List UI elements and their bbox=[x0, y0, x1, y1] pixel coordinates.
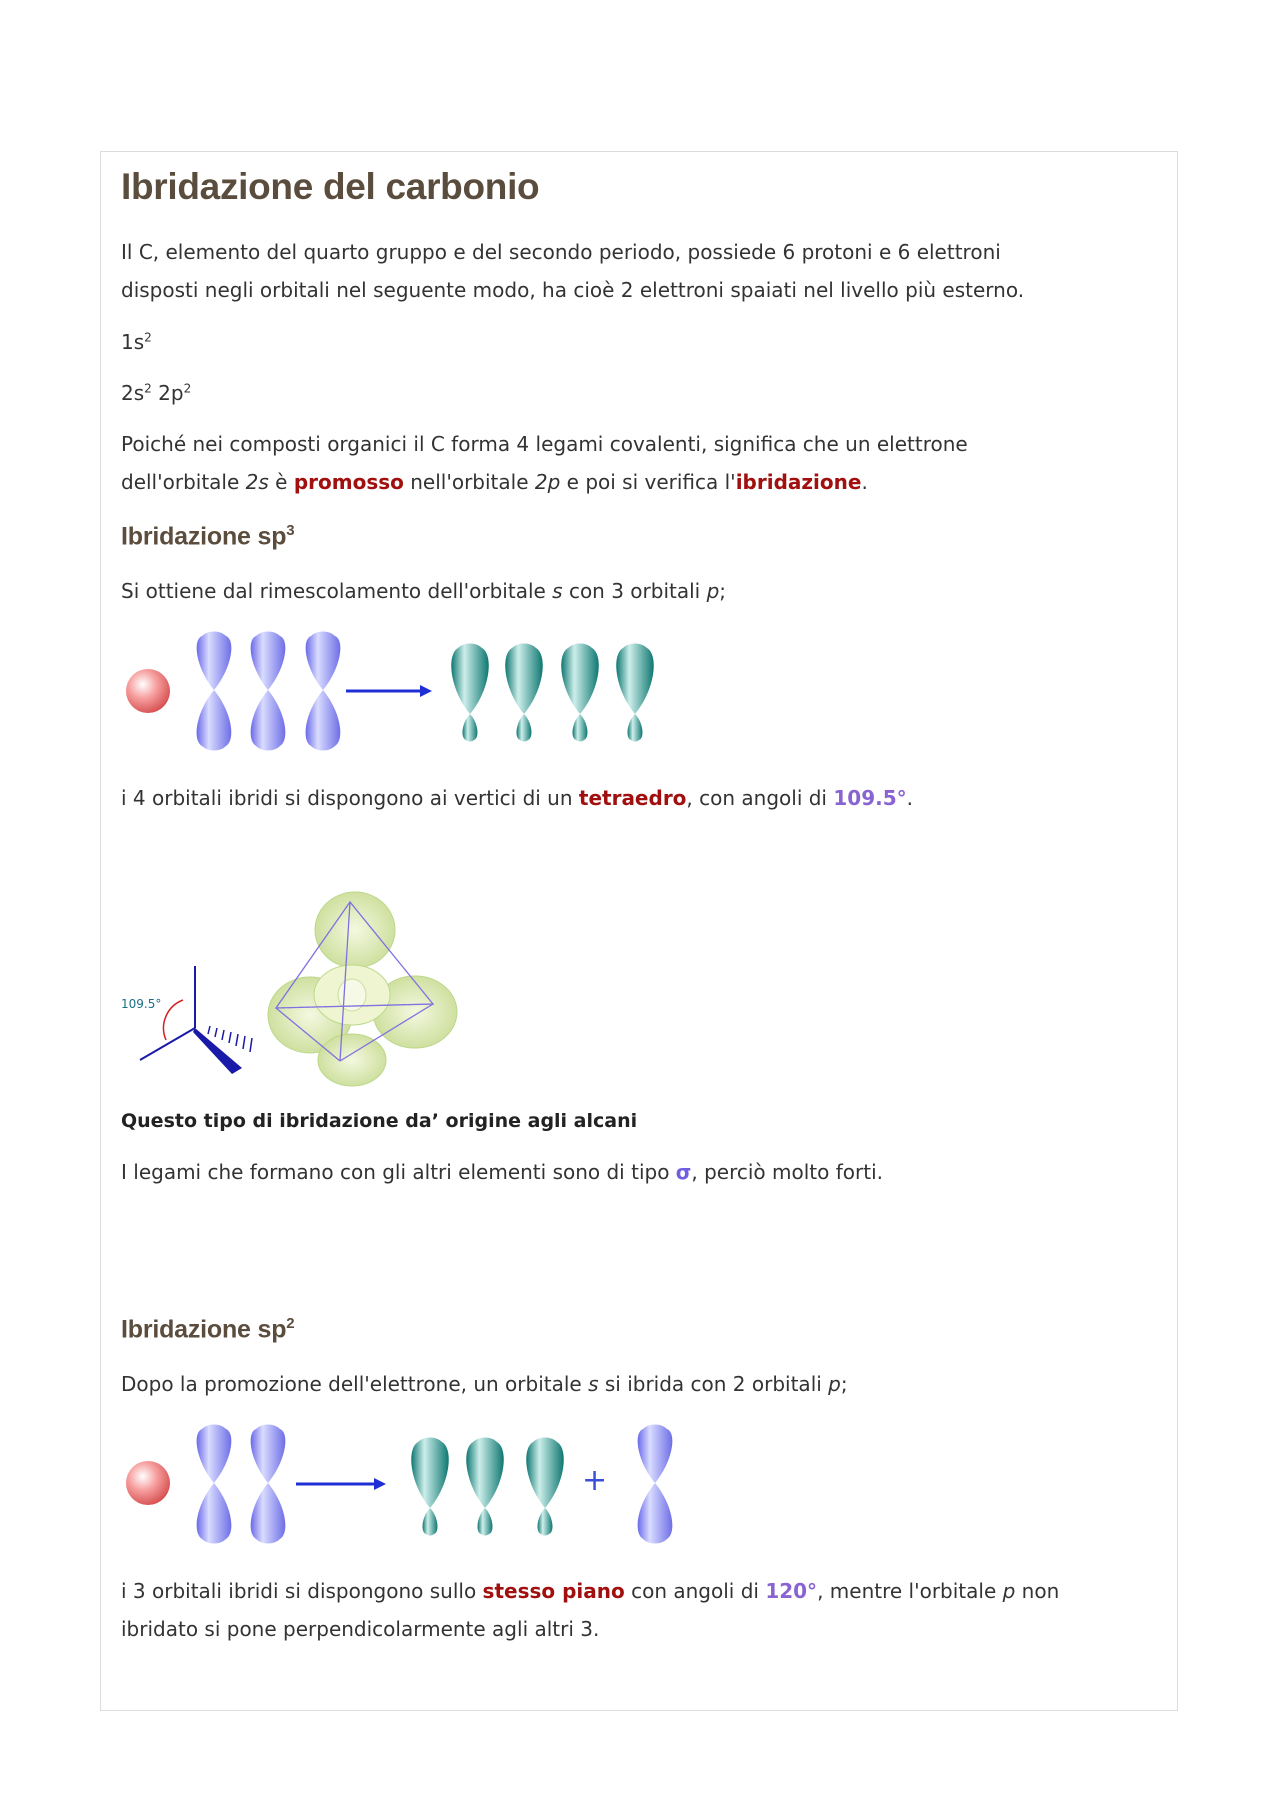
sigma-bond-text: I legami che formano con gli altri elementi sono di tipo σ, perciò molto forti. bbox=[121, 1160, 883, 1184]
angle-120: 120° bbox=[765, 1579, 818, 1603]
p-orbital-icon bbox=[306, 632, 341, 751]
p-orbital-icon bbox=[251, 1425, 286, 1544]
sp3-geometry: i 4 orbitali ibridi si dispongono ai vertici di un tetraedro, con angoli di 109.5°. bbox=[121, 786, 913, 810]
sp2-description: Dopo la promozione dell'elettrone, un orbitale s si ibrida con 2 orbitali p; bbox=[121, 1372, 848, 1396]
arrow-icon bbox=[346, 685, 432, 697]
s-orbital-icon bbox=[126, 1461, 170, 1505]
hybrid-orbital-icon bbox=[466, 1438, 504, 1536]
p-orbital-icon bbox=[251, 632, 286, 751]
alcani-note: Questo tipo di ibridazione da’ origine agli alcani bbox=[121, 1110, 638, 1132]
p-orbital-icon bbox=[197, 632, 232, 751]
p-orbital-icon bbox=[197, 1425, 232, 1544]
tetrahedral-angle-diagram bbox=[140, 966, 252, 1074]
s-orbital-icon bbox=[126, 669, 170, 713]
promosso-term: promosso bbox=[293, 470, 404, 494]
promotion-line-1: Poiché nei composti organici il C forma 4 legami covalenti, significa che un elettrone bbox=[121, 432, 968, 456]
sp2-geometry-line-1: i 3 orbitali ibridi si dispongono sullo stesso piano con angoli di 120°, mentre l'orbitale p non bbox=[121, 1579, 1060, 1603]
hybrid-orbital-icon bbox=[411, 1438, 449, 1536]
tetraedro-term: tetraedro bbox=[578, 786, 687, 810]
stesso-piano-term: stesso piano bbox=[482, 1579, 625, 1603]
intro-line-1: Il C, elemento del quarto gruppo e del secondo periodo, possiede 6 protoni e 6 elettroni bbox=[121, 240, 1001, 264]
promotion-line-2: dell'orbitale 2s è promosso nell'orbitale 2p e poi si verifica l'ibridazione. bbox=[121, 470, 868, 494]
plus-sign: + bbox=[582, 1463, 608, 1498]
p-orbital-icon bbox=[638, 1425, 673, 1544]
arrow-icon bbox=[296, 1478, 386, 1490]
sp3-heading: Ibridazione $sp^3$ bbox=[121, 522, 295, 551]
ibridazione-term: ibridazione bbox=[735, 470, 862, 494]
intro-line-2: disposti negli orbitali nel seguente modo, ha cioè 2 elettroni spaiati nel livello più esterno. bbox=[121, 278, 1025, 302]
hybrid-orbital-icon bbox=[526, 1438, 564, 1536]
angle-label: 109.5° bbox=[121, 997, 162, 1011]
config-2s2p: $2s^2$ $2p^2$ bbox=[121, 381, 192, 405]
page-title: Ibridazione del carbonio bbox=[121, 166, 540, 207]
hybrid-orbital-icon bbox=[505, 644, 543, 742]
sp3-description: Si ottiene dal rimescolamento dell'orbitale s con 3 orbitali p; bbox=[121, 579, 727, 603]
config-1s: $1s^2$ bbox=[121, 330, 152, 354]
sp3-orbital-diagram bbox=[126, 632, 654, 751]
tetrahedron-orbital-model bbox=[268, 892, 457, 1086]
sp2-geometry-line-2: ibridato si pone perpendicolarmente agli altri 3. bbox=[121, 1617, 600, 1641]
sp2-heading: Ibridazione $sp^2$ bbox=[121, 1315, 295, 1344]
angle-109-5: 109.5° bbox=[833, 786, 907, 810]
sigma-symbol: σ bbox=[675, 1160, 692, 1184]
hybrid-orbital-icon bbox=[561, 644, 599, 742]
hybrid-orbital-icon bbox=[616, 644, 654, 742]
hybrid-orbital-icon bbox=[451, 644, 489, 742]
